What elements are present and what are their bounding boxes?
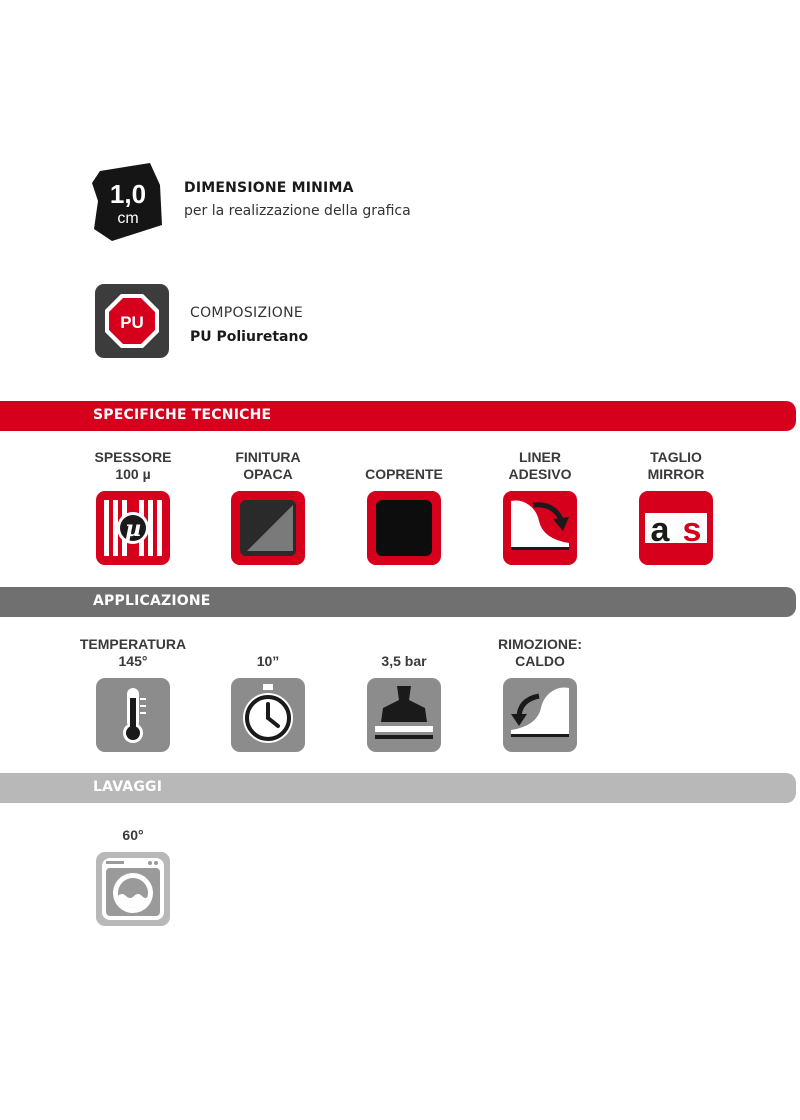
feature-matte-finish	[208, 447, 328, 565]
svg-text:µ: µ	[124, 516, 142, 542]
specs-section-title: SPECIFICHE TECNICHE	[93, 407, 272, 423]
dimension-subtitle: per la realizzazione della grafica	[184, 203, 411, 219]
hot-peel-icon	[503, 678, 577, 752]
opaque-coverage-icon	[367, 491, 441, 565]
feature-label: 10”	[256, 653, 280, 669]
feature-label: TEMPERATURA 145°	[79, 636, 187, 669]
composition-value: PU Poliuretano	[190, 329, 309, 345]
feature-thickness	[73, 447, 193, 565]
pu-badge-text: PU	[120, 313, 144, 332]
feature-removal	[480, 634, 600, 752]
matte-finish-icon	[231, 491, 305, 565]
feature-time	[208, 634, 328, 752]
feature-opaque	[344, 447, 464, 565]
thermometer-icon	[96, 678, 170, 752]
svg-text:s: s	[682, 511, 702, 549]
feature-label: FINITURA OPACA	[235, 449, 301, 482]
feature-adhesive-liner	[480, 447, 600, 565]
feature-label: 60°	[122, 827, 144, 843]
feature-pressure	[344, 634, 464, 752]
thickness-micron-icon	[96, 491, 170, 565]
application-section-title: APPLICAZIONE	[93, 593, 211, 609]
washing-section-title: LAVAGGI	[93, 779, 163, 795]
feature-label: SPESSORE 100 µ	[94, 449, 172, 482]
minimum-size-badge	[92, 163, 164, 241]
feature-washing	[73, 818, 193, 926]
feature-label: COPRENTE	[365, 466, 443, 482]
svg-text:a: a	[650, 511, 670, 549]
washing-machine-icon	[96, 852, 170, 926]
mirror-cut-icon	[639, 491, 713, 565]
feature-label: 3,5 bar	[381, 653, 427, 669]
badge-value: 1,0	[109, 179, 147, 209]
feature-label: LINER ADESIVO	[508, 449, 572, 482]
application-section-bar	[0, 587, 796, 617]
stopwatch-icon	[231, 678, 305, 752]
press-icon	[367, 678, 441, 752]
pu-composition-badge	[95, 284, 169, 358]
composition-title: COMPOSIZIONE	[190, 305, 304, 321]
dimension-title: DIMENSIONE MINIMA	[184, 180, 354, 196]
adhesive-liner-icon	[503, 491, 577, 565]
feature-label: RIMOZIONE: CALDO	[498, 636, 582, 669]
badge-unit: cm	[117, 210, 139, 227]
feature-temperature	[73, 634, 193, 752]
washing-section-bar	[0, 773, 796, 803]
feature-mirror-cut	[616, 447, 736, 565]
feature-label: TAGLIO MIRROR	[647, 449, 705, 482]
specs-section-bar	[0, 401, 796, 431]
